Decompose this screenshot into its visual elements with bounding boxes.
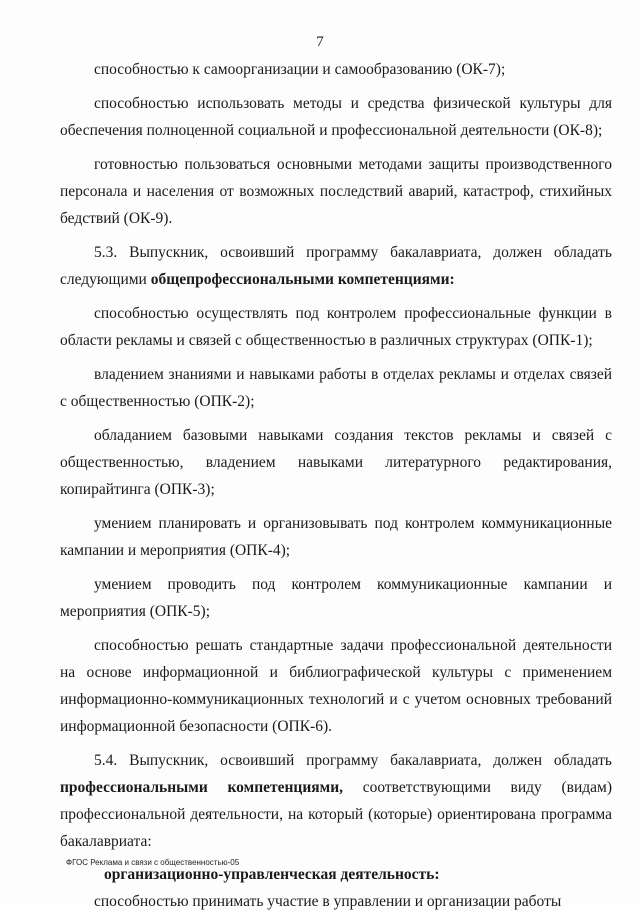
paragraph-ok7: способностью к самоорганизации и самообразованию (ОК-7); [94,61,506,78]
activity-heading: организационно-управленческая деятельность: [104,866,440,883]
section-5-3-text: 5.3. Выпускник, освоивший программу бакалавриата, должен обладать следующими [60,244,612,288]
paragraph-opk6: способностью решать стандартные задачи профессиональной деятельности на основе информационной и библиографической культуры с применением информационно-коммуникационных технологий и с учетом основных требований информационной безопасности (ОПК-6). [60,637,612,735]
paragraph-section-5-3 [60,239,612,293]
footer-text: ФГОС Реклама и связи с общественностью-05 [66,858,240,867]
paragraph-ok9: готовностью пользоваться основными методами защиты производственного персонала и населения от возможных последствий аварий, катастроф, стихийных бедствий (ОК-9). [60,156,612,227]
section-5-4-text-start: 5.4. Выпускник, освоивший программу бакалавриата, должен обладать [94,752,612,769]
paragraph-opk4: умением планировать и организовывать под контролем коммуникационные кампании и мероприятия (ОПК-4); [60,515,612,559]
section-5-4-text-end: соответствующими виду (видам) профессиональной деятельности, на который (которые) ориентирована программа бакалавриата: [60,779,612,850]
paragraph-section-5-4 [60,747,612,855]
paragraph-opk1: способностью осуществлять под контролем профессиональные функции в области рекламы и связей с общественностью в различных структурах (ОПК-1); [60,305,612,349]
paragraph-last: способностью принимать участие в управлении и организации работы [94,893,562,910]
section-5-3-bold-term: общепрофессиональными компетенциями: [150,271,455,288]
paragraph-ok8: способностью использовать методы и средства физической культуры для обеспечения полноценной социальной и профессиональной деятельности (ОК-8); [60,95,612,139]
page-number: 7 [316,34,324,50]
section-5-4-bold-term: профессиональными компетенциями, [60,779,344,796]
paragraph-opk3: обладанием базовыми навыками создания текстов рекламы и связей с общественностью, владением навыками литературного редактирования, копирайтинга (ОПК-3); [60,427,612,498]
paragraph-opk2: владением знаниями и навыками работы в отделах рекламы и отделах связей с общественностью (ОПК-2); [60,366,612,410]
paragraph-opk5: умением проводить под контролем коммуникационные кампании и мероприятия (ОПК-5); [60,576,612,620]
document-body [60,56,612,915]
